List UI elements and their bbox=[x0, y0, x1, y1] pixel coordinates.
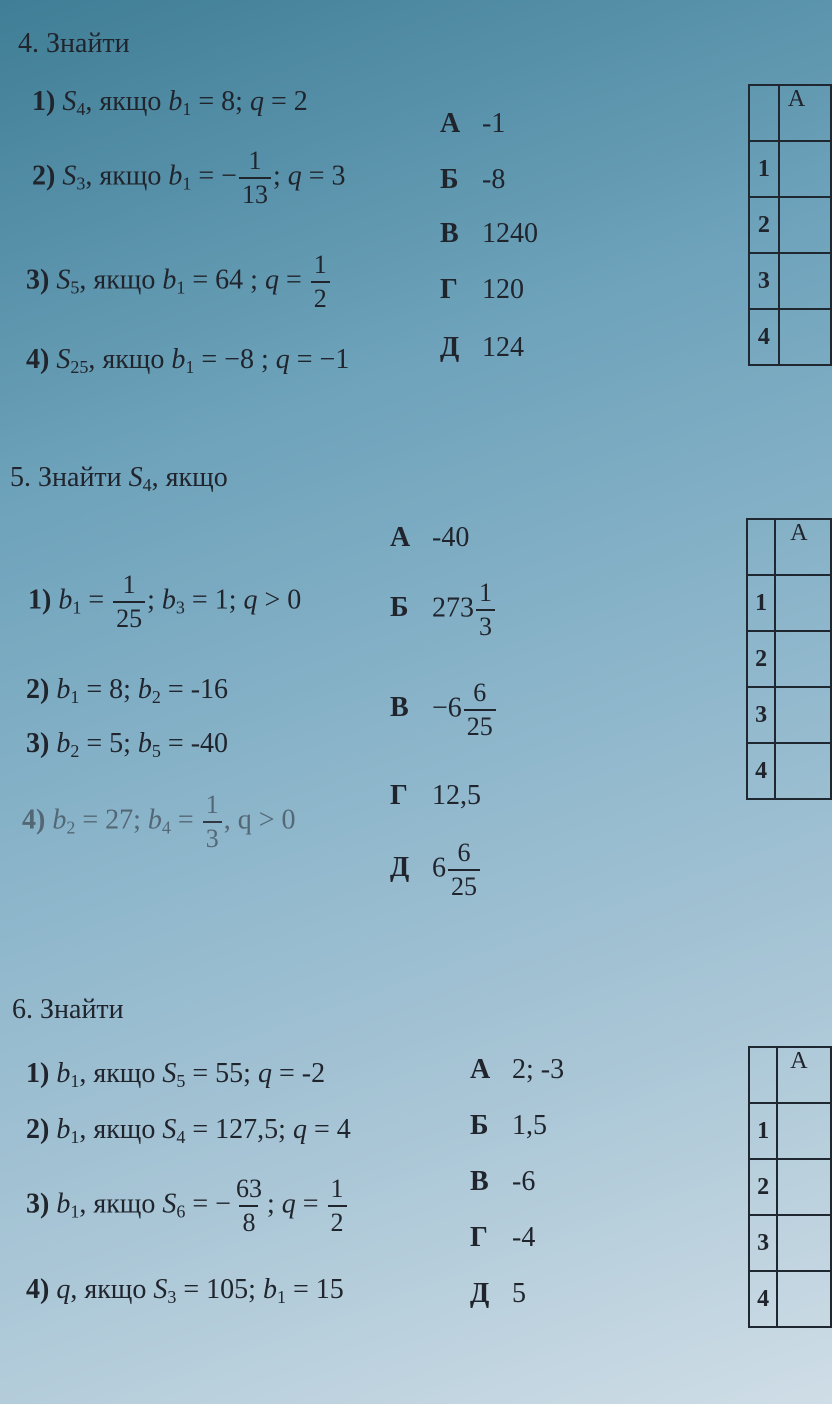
table-row-label: 3 bbox=[749, 253, 779, 309]
table-header: А bbox=[775, 519, 831, 575]
q-value: = 3 bbox=[301, 160, 346, 192]
subscript: 1 bbox=[185, 357, 195, 377]
table-row-label: 3 bbox=[747, 687, 775, 743]
task6-option-b bbox=[470, 1110, 547, 1142]
item-number: 3) bbox=[26, 264, 50, 296]
equals: = − bbox=[185, 1188, 231, 1220]
option-letter: Д bbox=[440, 332, 460, 363]
task6-item-3: 3) $b_1$, якщо $S_6$ = − $\frac{63}{8}$ ; q = $\frac{1}{2}$ bbox=[26, 1176, 349, 1236]
answer-cell[interactable] bbox=[775, 631, 831, 687]
fraction bbox=[203, 792, 222, 852]
var-S: S bbox=[162, 1188, 177, 1220]
word-yakshcho: , якщо bbox=[79, 1114, 163, 1145]
var-b: b bbox=[56, 674, 71, 705]
q-value: = −1 bbox=[289, 344, 350, 375]
table-row-label: 1 bbox=[749, 141, 779, 197]
var-S: S bbox=[62, 160, 77, 192]
task6-item-1 bbox=[26, 1058, 325, 1090]
fraction bbox=[113, 572, 145, 632]
option-letter: В bbox=[470, 1166, 489, 1197]
table-row-label: 4 bbox=[747, 743, 775, 799]
table-row-label: 2 bbox=[749, 197, 779, 253]
task5-item-2 bbox=[26, 674, 228, 706]
option-letter: Г bbox=[470, 1222, 488, 1253]
fraction bbox=[328, 1176, 347, 1236]
var-q: q bbox=[56, 1274, 71, 1305]
var-S: S bbox=[162, 1058, 177, 1089]
task4-item-3 bbox=[26, 252, 332, 312]
item-number: 1) bbox=[26, 1058, 50, 1089]
option-value: -4 bbox=[512, 1222, 536, 1253]
task5-item-1: 1) $b_1$ = $\frac{1}{25}$ ; $b_3 = 1$; q > 0 bbox=[28, 570, 302, 633]
equals: = bbox=[81, 584, 112, 616]
table-header: А bbox=[777, 1047, 831, 1103]
task6-answer-table bbox=[748, 1046, 832, 1328]
equals: = bbox=[170, 804, 201, 836]
subscript: 25 bbox=[70, 357, 89, 377]
subscript: 1 bbox=[70, 687, 80, 707]
q-value: = -2 bbox=[271, 1058, 326, 1089]
var-b: b bbox=[168, 160, 183, 192]
fraction bbox=[233, 1176, 265, 1236]
fraction-denominator: 25 bbox=[113, 601, 145, 632]
task4-option-c bbox=[440, 218, 538, 250]
fraction-denominator: 13 bbox=[239, 177, 271, 208]
answer-cell[interactable] bbox=[779, 141, 831, 197]
fraction-numerator: 1 bbox=[330, 1174, 344, 1203]
var-q: q bbox=[281, 1188, 296, 1220]
b-value: = 15 bbox=[285, 1274, 344, 1305]
answer-cell[interactable] bbox=[777, 1271, 831, 1327]
var-b: b bbox=[147, 804, 162, 836]
option-value: -1 bbox=[482, 108, 506, 139]
heading-text: 5. Знайти bbox=[10, 462, 129, 493]
subscript: 3 bbox=[175, 597, 185, 618]
option-whole: 273 bbox=[432, 592, 474, 624]
task4-option-e bbox=[440, 332, 524, 364]
subscript: 1 bbox=[72, 597, 82, 618]
subscript: 4 bbox=[161, 817, 171, 838]
var-b: b bbox=[56, 1058, 71, 1089]
task6-option-e bbox=[470, 1278, 526, 1310]
var-q: q bbox=[275, 344, 290, 375]
table-corner bbox=[747, 519, 775, 575]
task5-option-b bbox=[390, 580, 497, 640]
option-value: -40 bbox=[432, 522, 470, 553]
var-b: b bbox=[52, 804, 67, 836]
b-value: = -40 bbox=[160, 728, 229, 759]
task4-option-d bbox=[440, 274, 524, 306]
b-value: = -16 bbox=[160, 674, 229, 705]
q-value: = 4 bbox=[306, 1114, 351, 1145]
fraction bbox=[476, 580, 495, 640]
var-S: S bbox=[62, 86, 77, 117]
var-b: b bbox=[56, 1114, 71, 1145]
b-value: = 27; bbox=[75, 804, 148, 836]
item-number: 4) bbox=[22, 804, 46, 836]
task6-option-c bbox=[470, 1166, 535, 1198]
word-yakshcho: , якщо bbox=[70, 1274, 154, 1305]
table-row-label: 3 bbox=[749, 1215, 777, 1271]
task5-option-c bbox=[390, 680, 498, 740]
subscript: 5 bbox=[176, 1071, 186, 1091]
task4-heading: 4. Знайти bbox=[18, 28, 130, 59]
S-value: = 127,5; bbox=[185, 1114, 293, 1145]
task4-option-a bbox=[440, 108, 505, 140]
task6-option-a bbox=[470, 1054, 564, 1086]
b-value: = 64 ; bbox=[185, 264, 265, 296]
task5-option-e bbox=[390, 840, 482, 900]
task6-heading: 6. Знайти bbox=[12, 994, 124, 1025]
option-letter: Д bbox=[470, 1278, 490, 1309]
task5-answer-table bbox=[746, 518, 832, 800]
var-q: q bbox=[243, 584, 258, 616]
b-value: = 5; bbox=[79, 728, 138, 759]
option-letter: Г bbox=[440, 274, 458, 305]
task5-option-a bbox=[390, 522, 469, 554]
option-letter: А bbox=[440, 108, 461, 139]
subscript: 4 bbox=[176, 1127, 186, 1147]
option-value: 120 bbox=[482, 274, 524, 305]
item-number: 2) bbox=[32, 160, 56, 192]
q-value: = 2 bbox=[263, 86, 308, 117]
word-yakshcho: , якщо bbox=[85, 160, 162, 192]
subscript: 1 bbox=[276, 1287, 286, 1307]
fraction bbox=[464, 680, 496, 740]
var-b: b bbox=[137, 728, 152, 759]
task4-answer-table bbox=[748, 84, 832, 366]
option-letter: Б bbox=[390, 592, 409, 624]
q-condition: , q > 0 bbox=[223, 804, 296, 836]
option-whole: −6 bbox=[432, 692, 462, 724]
b-value: = −8 ; bbox=[194, 344, 276, 375]
subscript: 4 bbox=[142, 475, 152, 495]
option-value: -8 bbox=[482, 164, 506, 195]
option-value: 12,5 bbox=[432, 780, 481, 811]
subscript: 3 bbox=[167, 1287, 177, 1307]
subscript: 1 bbox=[182, 173, 192, 194]
table-row-label: 2 bbox=[749, 1159, 777, 1215]
var-S: S bbox=[153, 1274, 168, 1305]
table-row-label: 4 bbox=[749, 1271, 777, 1327]
var-S: S bbox=[162, 1114, 177, 1145]
task5-heading bbox=[10, 462, 228, 494]
answer-cell[interactable] bbox=[777, 1215, 831, 1271]
var-q: q bbox=[257, 1058, 272, 1089]
fraction-denominator: 3 bbox=[203, 821, 222, 852]
b-value: = 8; bbox=[79, 674, 138, 705]
task5-item-3 bbox=[26, 728, 228, 760]
item-number: 3) bbox=[26, 728, 50, 759]
fraction-numerator: 6 bbox=[473, 678, 487, 707]
task4-item-2: 2) $S_3$, якщо $b_1$ = − $\frac{1}{13}$ ; q = 3 bbox=[32, 146, 346, 209]
subscript: 1 bbox=[182, 99, 192, 119]
b-value: = 8; bbox=[191, 86, 250, 117]
item-number: 1) bbox=[28, 584, 52, 616]
option-value: 1240 bbox=[482, 218, 538, 249]
task4-item-4 bbox=[26, 344, 349, 376]
var-b: b bbox=[162, 264, 177, 296]
task6-option-d bbox=[470, 1222, 535, 1254]
answer-cell[interactable] bbox=[779, 253, 831, 309]
var-b: b bbox=[168, 86, 183, 117]
var-S: S bbox=[56, 264, 71, 296]
answer-cell[interactable] bbox=[775, 743, 831, 799]
subscript: 1 bbox=[70, 1201, 80, 1222]
subscript: 1 bbox=[70, 1071, 80, 1091]
item-number: 4) bbox=[26, 1274, 50, 1305]
subscript: 6 bbox=[176, 1201, 186, 1222]
table-row-label: 4 bbox=[749, 309, 779, 365]
subscript: 2 bbox=[70, 741, 80, 761]
option-letter: В bbox=[440, 218, 459, 249]
answer-cell[interactable] bbox=[779, 197, 831, 253]
option-value: 2; -3 bbox=[512, 1054, 565, 1085]
var-b: b bbox=[161, 584, 176, 616]
fraction-denominator: 3 bbox=[476, 609, 495, 640]
var-b: b bbox=[58, 584, 73, 616]
table-corner bbox=[749, 1047, 777, 1103]
fraction bbox=[311, 252, 330, 312]
word-yakshcho: , якщо bbox=[79, 264, 156, 296]
var-S: S bbox=[56, 344, 71, 375]
b-equals: = − bbox=[191, 160, 237, 192]
option-whole: 6 bbox=[432, 852, 446, 884]
answer-cell[interactable] bbox=[779, 309, 831, 365]
word-yakshcho: , якщо bbox=[88, 344, 165, 375]
fraction-denominator: 8 bbox=[239, 1205, 258, 1236]
subscript: 5 bbox=[151, 741, 161, 761]
option-letter: Б bbox=[440, 164, 459, 195]
option-value: -6 bbox=[512, 1166, 536, 1197]
table-header: А bbox=[779, 85, 831, 141]
task4-item-1 bbox=[32, 86, 308, 118]
var-b: b bbox=[262, 1274, 277, 1305]
fraction bbox=[239, 148, 271, 208]
subscript: 2 bbox=[66, 817, 76, 838]
fraction-denominator: 25 bbox=[464, 709, 496, 740]
task6-item-4 bbox=[26, 1274, 344, 1306]
q-equals: = bbox=[278, 264, 309, 296]
fraction bbox=[448, 840, 480, 900]
word-yakshcho: , якщо bbox=[79, 1058, 163, 1089]
option-value: 5 bbox=[512, 1278, 526, 1309]
answer-cell[interactable] bbox=[777, 1103, 831, 1159]
option-letter: Г bbox=[390, 780, 408, 811]
q-equals: = bbox=[295, 1188, 326, 1220]
task6-item-2 bbox=[26, 1114, 351, 1146]
var-b: b bbox=[56, 1188, 71, 1220]
var-q: q bbox=[264, 264, 279, 296]
var-b: b bbox=[171, 344, 186, 375]
q-condition: > 0 bbox=[257, 584, 302, 616]
table-corner bbox=[749, 85, 779, 141]
item-number: 2) bbox=[26, 1114, 50, 1145]
option-letter: А bbox=[390, 522, 411, 553]
var-q: q bbox=[292, 1114, 307, 1145]
answer-cell[interactable] bbox=[775, 575, 831, 631]
fraction-numerator: 1 bbox=[313, 250, 327, 279]
item-number: 1) bbox=[32, 86, 56, 117]
table-row-label: 1 bbox=[747, 575, 775, 631]
item-number: 2) bbox=[26, 674, 50, 705]
subscript: 3 bbox=[76, 173, 86, 194]
var-q: q bbox=[249, 86, 264, 117]
option-value: 1,5 bbox=[512, 1110, 547, 1141]
var-b: b bbox=[56, 728, 71, 759]
item-number: 4) bbox=[26, 344, 50, 375]
task4-option-b bbox=[440, 164, 505, 196]
option-letter: В bbox=[390, 692, 409, 724]
var-b: b bbox=[137, 674, 152, 705]
S-value: = 55; bbox=[185, 1058, 258, 1089]
heading-text: , якщо bbox=[151, 462, 228, 493]
fraction-numerator: 1 bbox=[122, 570, 136, 599]
table-row-label: 1 bbox=[749, 1103, 777, 1159]
task5-item-4 bbox=[22, 792, 296, 852]
word-yakshcho: , якщо bbox=[85, 86, 162, 117]
table-row-label: 2 bbox=[747, 631, 775, 687]
fraction-numerator: 63 bbox=[235, 1174, 262, 1203]
fraction-numerator: 1 bbox=[248, 146, 262, 175]
var-q: q bbox=[287, 160, 302, 192]
fraction-denominator: 2 bbox=[311, 281, 330, 312]
subscript: 1 bbox=[70, 1127, 80, 1147]
fraction-numerator: 1 bbox=[479, 578, 492, 607]
item-number: 3) bbox=[26, 1188, 50, 1220]
subscript: 2 bbox=[151, 687, 161, 707]
option-value: 124 bbox=[482, 332, 524, 363]
var-S: S bbox=[128, 462, 143, 493]
S-value: = 105; bbox=[176, 1274, 263, 1305]
answer-cell[interactable] bbox=[775, 687, 831, 743]
answer-cell[interactable] bbox=[777, 1159, 831, 1215]
subscript: 1 bbox=[176, 277, 186, 298]
subscript: 4 bbox=[76, 99, 86, 119]
fraction-denominator: 2 bbox=[328, 1205, 347, 1236]
b-value: = 1; bbox=[184, 584, 244, 616]
option-letter: Б bbox=[470, 1110, 489, 1141]
fraction-numerator: 1 bbox=[205, 790, 219, 819]
option-letter: А bbox=[470, 1054, 491, 1085]
fraction-numerator: 6 bbox=[457, 838, 471, 867]
fraction-denominator: 25 bbox=[448, 869, 480, 900]
subscript: 5 bbox=[70, 277, 80, 298]
task5-option-d bbox=[390, 780, 481, 812]
option-letter: Д bbox=[390, 852, 410, 884]
word-yakshcho: , якщо bbox=[79, 1188, 163, 1220]
